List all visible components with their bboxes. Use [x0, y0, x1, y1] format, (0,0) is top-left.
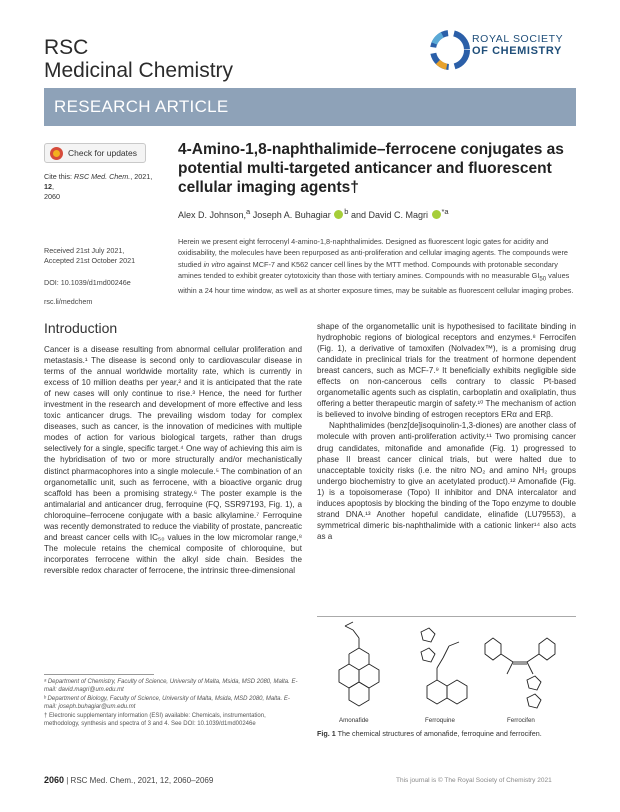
figure-caption	[317, 729, 576, 739]
author-magri[interactable]: and David C. Magri	[348, 210, 431, 220]
body-paragraph: shape of the organometallic unit is hypothesised to facilitate binding in hydrophobic regions of biological receptors and enzymes.⁸ Ferrocifen (Fig. 1), a derivative of tamoxifen (Nolvadex™), is a promising drug candidate in preclinical trials for the treatment of hormone dependent breast cancers, such as MCF-7.⁹ It beneficially exhibits negligible side effects on non-cancerous cells contrary to classic Pt-based organometallic agents such as cisplatin, carboplatin and oxaliplatin, thus offering a better therapeutic margin of safety.¹⁰ The mechanism of action is believed to involve binding of estrogen receptors ERα and ERβ.	[317, 322, 576, 420]
footer-copyright: This journal is © The Royal Society of Chemistry 2021	[396, 777, 552, 784]
author-affiliation: *a	[441, 207, 449, 216]
abstract-text: in vitro	[203, 259, 226, 269]
body-column-left: Cancer is a disease resulting from abnormal cellular proliferation and metastasis.¹ The disease is second only to cardiovascular disease in terms of the annual worldwide mortality rate, which is currently in excess of 10 million deaths per year,² and it is anticipated that the rate of new cases will only continue to rise.³ Hence, the need for further investment in the research and development of more effective and less toxic anticancer drugs. The prevailing wisdom today for complex diseases, such as cancer, is the innovation of medicines with multiple modes of action for various biological targets, rather than drugs selectively for a single, specific target.⁴ One way of achieving this aim is the hybridisation of two or more structurally and/or mechanistically distinct pharmacophores into a single molecule.⁵ The combination of an organometallic unit, such as ferrocene, with a bioactive organic drug scaffold has been a promising strategy.⁶ The poster example is the antimalarial and anticancer drug, ferroquine (FQ, SSR97193, Fig. 1), a chloroquine–ferrocene conjugate with a basic alkylamine.⁷ Ferroquine was recently demonstrated to reduce the viability of prostate, pancreatic and breast cancer cells with IC₅₀ values in the low micromolar range,⁸ The molecule retains the chemical composite of chloroquine, but incorporates ferrocene within the alkyl side chain. Besides the reversible redox character of ferrocene, the intrinsic three-dimensional	[44, 345, 302, 575]
cite-volume: 12	[44, 182, 52, 191]
article-type-banner	[44, 88, 576, 126]
page-number: 2060	[44, 775, 65, 785]
doi-link[interactable]: DOI: 10.1039/d1md00246e	[44, 278, 131, 287]
received-dates	[44, 246, 164, 266]
amonafide-structure	[339, 622, 379, 706]
footnote-divider	[44, 674, 154, 675]
body-column-right	[317, 321, 576, 542]
author-buhagiar[interactable]: Joseph A. Buhagiar	[250, 210, 334, 220]
received-date: Received 21st July 2021,	[44, 246, 125, 255]
publisher-line2: OF CHEMISTRY	[472, 45, 562, 57]
cite-page: 2060	[44, 192, 60, 201]
orcid-icon[interactable]	[432, 210, 441, 219]
author-affiliation: a	[246, 207, 251, 216]
publisher-logo-text	[472, 33, 563, 57]
article-type-label: RESEARCH ARTICLE	[54, 97, 229, 116]
publisher-line1: ROYAL SOCIETY	[472, 33, 564, 45]
figure-caption-label: Fig. 1	[317, 729, 336, 738]
abstract	[178, 236, 576, 296]
footnote-affiliation-b: ᵇ Department of Biology, Faculty of Science, University of Malta, Msida, MSD 2080, Malta. E-mail: joseph.buhagiar@um.edu.mt	[44, 695, 290, 711]
figure-caption-text: The chemical structures of amonafide, ferroquine and ferrocifen.	[335, 729, 542, 738]
check-updates-label: Check for updates	[68, 148, 137, 158]
author-list	[178, 207, 578, 220]
orcid-icon[interactable]	[334, 210, 343, 219]
article-title: 4-Amino-1,8-naphthalimide–ferrocene conjugates as potential multi-targeted anticancer and fluorescent cellular imaging agents†	[178, 141, 564, 196]
figure-label-ferrocifen: Ferrocifen	[507, 717, 535, 724]
journal-title-line2: Medicinal Chemistry	[44, 59, 234, 82]
abstract-text: against MCF-7 and K562 cancer cell lines by the MTT method. Compounds with protonable secondary amines tended to exhibit greater cytotoxicity than those with tertiary amines. Compounds with no measurable GI	[178, 259, 558, 281]
author-johnson[interactable]: Alex D. Johnson,	[178, 210, 247, 220]
figure-chemical-structures	[317, 618, 576, 726]
figure-divider	[317, 616, 576, 617]
body-paragraph: Naphthalimides (benz[de]isoquinolin-1,3-diones) are another class of molecule with proven anti-proliferation activity.¹¹ Two promising cancer drug candidates, mitonafide and amonafide (Fig. 1) progressed to phase II breast cancer clinical trials, but were halted due to unacceptable toxicity risks (i.e. the nitro NO₂ and amino NH₂ groups undergo biochemistry to give an acetylated product).¹² Amonafide (Fig. 1) is a topoisomerase (Topo) II inhibitor and DNA intercalator and induces apoptosis by blocking the binding of the Topo enzyme to double strand DNA.¹³ Another hopeful candidate, elinafide (LU79553), a symmetrical dimeric bis-naphthalimide with a cationic linker¹⁴ also acts as a	[317, 421, 576, 541]
abstract-text: values within a 24 hour time window, as well as at shorter exposure times, may be suitable as fluorescent cellular imaging probes.	[178, 271, 574, 296]
accepted-date: Accepted 21st October 2021	[44, 256, 136, 265]
figure-label-amonafide: Amonafide	[339, 717, 369, 724]
footnote-esi: † Electronic supplementary information (ESI) available: Chemicals, instrumentation, methodology, synthesis and spectra of 3 and 4. See DOI: 10.1039/d1md00246e	[44, 712, 266, 728]
check-updates-icon	[50, 147, 63, 160]
journal-title	[44, 36, 233, 82]
introduction-heading: Introduction	[44, 320, 118, 336]
author-affiliation: b	[344, 207, 349, 216]
journal-site-link[interactable]: rsc.li/medchem	[44, 297, 93, 306]
footnotes	[44, 678, 302, 728]
cite-label: Cite this:	[44, 172, 72, 181]
footnote-affiliation-a: ᵃ Department of Chemistry, Faculty of Science, University of Malta, Msida, MSD 2080, Malta. E-mail: david.magri@um.edu.mt	[44, 679, 298, 694]
abstract-text: 50	[539, 275, 547, 283]
abstract-text: Herein we present eight ferrocenyl 4-amino-1,8-naphthalimides. Designed as fluorescent logic gates for acidity and oxidisability, the molecules have been repurposed as anti-proliferation and cellular imaging agents. The compounds were studied	[178, 237, 568, 269]
ferroquine-structure	[421, 628, 467, 704]
check-updates-button[interactable]	[44, 143, 146, 163]
figure-label-ferroquine: Ferroquine	[425, 717, 455, 724]
citation-info: Cite this: RSC Med. Chem., 2021, 12, 2060	[44, 172, 153, 201]
ferrocifen-structure	[485, 638, 555, 708]
footer-citation: | RSC Med. Chem., 2021, 12, 2060–2069	[64, 776, 214, 785]
journal-title-line1: RSC	[44, 36, 89, 59]
cite-year: , 2021,	[130, 172, 153, 181]
cite-journal: RSC Med. Chem.	[73, 172, 131, 181]
